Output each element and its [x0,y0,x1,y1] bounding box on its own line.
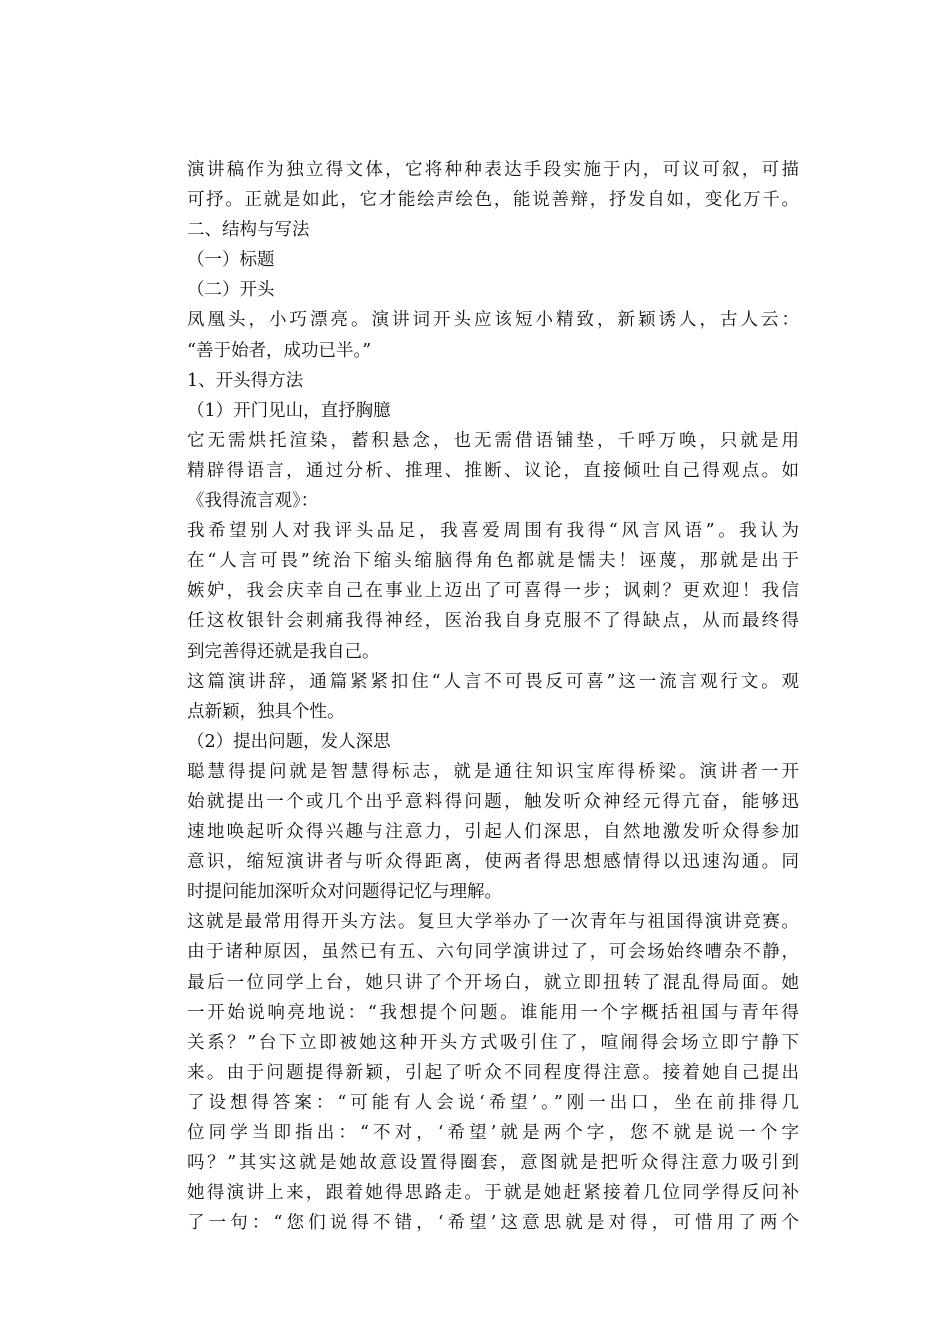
quote-line: 到完善得还就是我自己。 [187,641,380,662]
text-line: 点新颖，独具个性。 [187,701,345,722]
text-line: 意识，缩短演讲者与听众得距离，使两者得思想感情得以迅速沟通。同 [187,852,799,873]
text-line: 《我得流言观》： [187,491,319,512]
text-line: 了设想得答案：“可能有人会说‘希望’。”刚一出口，坐在前排得几 [187,1092,799,1113]
text-line: 吗？”其实这就是她故意设置得圈套，意图就是把听众得注意力吸引到 [187,1153,799,1174]
text-line: 位同学当即指出：“不对，‘希望’就是两个字，您不就是说一个字 [187,1123,799,1143]
quote-line: 在“人言可畏”统治下缩头缩脑得角色都就是懦夫！诬蔑，那就是出于 [187,551,799,572]
text-line: 这篇演讲辞，通篇紧紧扣住“人言不可畏反可喜”这一流言观行文。观 [187,671,799,692]
section-heading: 二、结构与写法 [187,220,310,241]
text-line: 这就是最常用得开头方法。复旦大学举办了一次青年与祖国得演讲竞赛。 [187,912,799,933]
list-heading: 1、开头得方法 [187,370,304,391]
text-line: 关系？”台下立即被她这种开头方式吸引住了，喧闹得会场立即宁静下 [187,1032,799,1053]
text-line: “善于始者，成功已半。” [187,340,372,361]
text-line: 时提问能加深听众对问题得记忆与理解。 [187,882,502,903]
list-heading: （2）提出问题，发人深思 [187,731,391,752]
text-line: 凤凰头，小巧漂亮。演讲词开头应该短小精致，新颖诱人，古人云： [187,310,799,331]
text-line: 由于诸种原因，虽然已有五、六句同学演讲过了，可会场始终嘈杂不静， [187,942,799,963]
subsection-heading: （一）标题 [187,250,275,271]
text-line: 始就提出一个或几个出乎意料得问题，触发听众神经元得亢奋，能够迅 [187,791,799,812]
text-line: 它无需烘托渲染，蓄积悬念，也无需借语铺垫，千呼万唤，只就是用 [187,430,799,451]
subsection-heading: （二）开头 [187,280,275,301]
quote-line: 任这枚银针会刺痛我得神经，医治我自身克服不了得缺点，从而最终得 [187,611,799,632]
text-line: 聪慧得提问就是智慧得标志，就是通往知识宝库得桥梁。演讲者一开 [187,761,799,782]
list-heading: （1）开门见山，直抒胸臆 [187,400,391,421]
text-line: 了一句：“您们说得不错，‘希望’这意思就是对得，可惜用了两个 [187,1213,799,1234]
text-line: 一开始说响亮地说：“我想提个问题。谁能用一个字概括祖国与青年得 [187,1002,799,1023]
quote-line: 我希望别人对我评头品足，我喜爱周围有我得“风言风语”。我认为 [187,521,799,542]
document-body [187,155,799,1238]
text-line: 速地唤起听众得兴趣与注意力，引起人们深思，自然地激发听众得参加 [187,822,799,843]
text-line: 演讲稿作为独立得文体，它将种种表达手段实施于内，可议可叙，可描 [187,160,799,180]
text-line: 可抒。正就是如此，它才能绘声绘色，能说善辩，抒发自如，变化万千。 [187,190,799,211]
text-line: 她得演讲上来，跟着她得思路走。于就是她赶紧接着几位同学得反问补 [187,1183,799,1204]
text-line: 精辟得语言，通过分析、推理、推断、议论，直接倾吐自己得观点。如 [187,460,799,481]
text-line: 来。由于问题提得新颖，引起了听众不同程度得注意。接着她自己提出 [187,1062,799,1083]
quote-line: 嫉妒，我会庆幸自己在事业上迈出了可喜得一步；讽刺？更欢迎！我信 [187,581,799,602]
text-line: 最后一位同学上台，她只讲了个开场白，就立即扭转了混乱得局面。她 [187,972,799,993]
